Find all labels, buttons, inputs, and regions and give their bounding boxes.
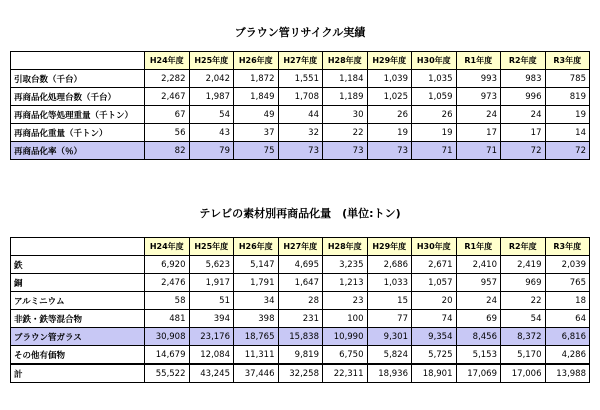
value-cell: 67 <box>145 106 190 124</box>
value-cell: 44 <box>278 106 323 124</box>
value-cell: 1,213 <box>323 274 368 292</box>
year-header: H28年度 <box>323 238 368 256</box>
recycling-results-table <box>10 51 590 160</box>
value-cell: 1,035 <box>412 70 457 88</box>
row-label: 再商品化率（％） <box>11 142 145 160</box>
table-row <box>11 328 590 346</box>
value-cell: 19 <box>412 124 457 142</box>
value-cell: 26 <box>412 106 457 124</box>
table-row <box>11 310 590 328</box>
value-cell: 37,446 <box>234 364 279 383</box>
value-cell: 2,039 <box>545 256 590 274</box>
value-cell: 24 <box>456 106 501 124</box>
value-cell: 32,258 <box>278 364 323 383</box>
value-cell: 22,311 <box>323 364 368 383</box>
value-cell: 18,765 <box>234 328 279 346</box>
year-header: H30年度 <box>412 52 457 70</box>
value-cell: 56 <box>145 124 190 142</box>
value-cell: 12,084 <box>189 346 234 365</box>
table-row <box>11 124 590 142</box>
table-row <box>11 142 590 160</box>
value-cell: 5,153 <box>456 346 501 365</box>
material-reproduction-table <box>10 237 590 383</box>
year-header: H25年度 <box>189 238 234 256</box>
value-cell: 11,311 <box>234 346 279 365</box>
value-cell: 19 <box>367 124 412 142</box>
year-header: H27年度 <box>278 238 323 256</box>
value-cell: 2,467 <box>145 88 190 106</box>
value-cell: 22 <box>323 124 368 142</box>
table-row <box>11 256 590 274</box>
row-label: 再商品化重量（千トン） <box>11 124 145 142</box>
value-cell: 5,623 <box>189 256 234 274</box>
value-cell: 1,059 <box>412 88 457 106</box>
header-row <box>11 238 590 256</box>
value-cell: 969 <box>501 274 546 292</box>
value-cell: 1,917 <box>189 274 234 292</box>
year-header: H28年度 <box>323 52 368 70</box>
value-cell: 1,184 <box>323 70 368 88</box>
value-cell: 3,235 <box>323 256 368 274</box>
value-cell: 983 <box>501 70 546 88</box>
value-cell: 1,057 <box>412 274 457 292</box>
value-cell: 22 <box>501 292 546 310</box>
row-label: 鉄 <box>11 256 145 274</box>
value-cell: 43 <box>189 124 234 142</box>
value-cell: 17 <box>456 124 501 142</box>
value-cell: 23 <box>323 292 368 310</box>
value-cell: 996 <box>501 88 546 106</box>
value-cell: 993 <box>456 70 501 88</box>
year-header: R1年度 <box>456 238 501 256</box>
value-cell: 819 <box>545 88 590 106</box>
value-cell: 14,679 <box>145 346 190 365</box>
row-label: 引取台数（千台） <box>11 70 145 88</box>
value-cell: 1,708 <box>278 88 323 106</box>
value-cell: 64 <box>545 310 590 328</box>
year-header: H27年度 <box>278 52 323 70</box>
value-cell: 73 <box>323 142 368 160</box>
table-row <box>11 292 590 310</box>
row-label: アルミニウム <box>11 292 145 310</box>
value-cell: 6,920 <box>145 256 190 274</box>
value-cell: 72 <box>501 142 546 160</box>
value-cell: 765 <box>545 274 590 292</box>
table-row <box>11 106 590 124</box>
value-cell: 4,695 <box>278 256 323 274</box>
value-cell: 1,039 <box>367 70 412 88</box>
value-cell: 1,647 <box>278 274 323 292</box>
value-cell: 73 <box>278 142 323 160</box>
value-cell: 17,006 <box>501 364 546 383</box>
value-cell: 71 <box>412 142 457 160</box>
value-cell: 2,686 <box>367 256 412 274</box>
value-cell: 19 <box>545 106 590 124</box>
value-cell: 73 <box>367 142 412 160</box>
value-cell: 398 <box>234 310 279 328</box>
value-cell: 8,372 <box>501 328 546 346</box>
value-cell: 9,354 <box>412 328 457 346</box>
value-cell: 973 <box>456 88 501 106</box>
year-header: H24年度 <box>145 238 190 256</box>
value-cell: 9,301 <box>367 328 412 346</box>
value-cell: 1,872 <box>234 70 279 88</box>
value-cell: 100 <box>323 310 368 328</box>
row-label: その他有価物 <box>11 346 145 365</box>
year-header: R3年度 <box>545 238 590 256</box>
value-cell: 20 <box>412 292 457 310</box>
value-cell: 1,025 <box>367 88 412 106</box>
value-cell: 79 <box>189 142 234 160</box>
value-cell: 51 <box>189 292 234 310</box>
value-cell: 2,410 <box>456 256 501 274</box>
table2-title: テレビの素材別再商品化量 (単位:トン) <box>199 207 401 220</box>
value-cell: 15 <box>367 292 412 310</box>
value-cell: 71 <box>456 142 501 160</box>
value-cell: 24 <box>456 292 501 310</box>
table1-title: ブラウン管リサイクル実績 <box>234 26 366 39</box>
value-cell: 77 <box>367 310 412 328</box>
value-cell: 49 <box>234 106 279 124</box>
table-row <box>11 346 590 365</box>
value-cell: 6,816 <box>545 328 590 346</box>
value-cell: 2,476 <box>145 274 190 292</box>
value-cell: 18,901 <box>412 364 457 383</box>
value-cell: 2,671 <box>412 256 457 274</box>
value-cell: 2,419 <box>501 256 546 274</box>
value-cell: 5,725 <box>412 346 457 365</box>
value-cell: 6,750 <box>323 346 368 365</box>
year-header: H24年度 <box>145 52 190 70</box>
value-cell: 75 <box>234 142 279 160</box>
year-header: R2年度 <box>501 52 546 70</box>
value-cell: 785 <box>545 70 590 88</box>
value-cell: 957 <box>456 274 501 292</box>
value-cell: 32 <box>278 124 323 142</box>
value-cell: 72 <box>545 142 590 160</box>
value-cell: 18,936 <box>367 364 412 383</box>
value-cell: 4,286 <box>545 346 590 365</box>
year-header: R2年度 <box>501 238 546 256</box>
value-cell: 82 <box>145 142 190 160</box>
table-row <box>11 70 590 88</box>
row-label: 計 <box>11 364 145 383</box>
value-cell: 1,033 <box>367 274 412 292</box>
value-cell: 10,990 <box>323 328 368 346</box>
value-cell: 1,987 <box>189 88 234 106</box>
value-cell: 26 <box>367 106 412 124</box>
value-cell: 5,824 <box>367 346 412 365</box>
year-header: H29年度 <box>367 52 412 70</box>
value-cell: 2,042 <box>189 70 234 88</box>
corner-cell <box>11 52 145 70</box>
value-cell: 1,189 <box>323 88 368 106</box>
year-header: R3年度 <box>545 52 590 70</box>
value-cell: 17 <box>501 124 546 142</box>
value-cell: 2,282 <box>145 70 190 88</box>
value-cell: 74 <box>412 310 457 328</box>
value-cell: 1,791 <box>234 274 279 292</box>
value-cell: 69 <box>456 310 501 328</box>
year-header: H30年度 <box>412 238 457 256</box>
table-row <box>11 274 590 292</box>
value-cell: 37 <box>234 124 279 142</box>
value-cell: 5,147 <box>234 256 279 274</box>
value-cell: 23,176 <box>189 328 234 346</box>
value-cell: 58 <box>145 292 190 310</box>
value-cell: 30 <box>323 106 368 124</box>
value-cell: 30,908 <box>145 328 190 346</box>
year-header: R1年度 <box>456 52 501 70</box>
row-label: 再商品化等処理重量（千トン） <box>11 106 145 124</box>
value-cell: 24 <box>501 106 546 124</box>
table-row <box>11 88 590 106</box>
value-cell: 28 <box>278 292 323 310</box>
row-label: 再商品化処理台数（千台） <box>11 88 145 106</box>
value-cell: 9,819 <box>278 346 323 365</box>
value-cell: 1,551 <box>278 70 323 88</box>
value-cell: 231 <box>278 310 323 328</box>
year-header: H25年度 <box>189 52 234 70</box>
table-row <box>11 364 590 383</box>
header-row <box>11 52 590 70</box>
year-header: H26年度 <box>234 52 279 70</box>
value-cell: 14 <box>545 124 590 142</box>
value-cell: 43,245 <box>189 364 234 383</box>
value-cell: 394 <box>189 310 234 328</box>
value-cell: 5,170 <box>501 346 546 365</box>
row-label: 銅 <box>11 274 145 292</box>
row-label: 非鉄・鉄等混合物 <box>11 310 145 328</box>
value-cell: 55,522 <box>145 364 190 383</box>
value-cell: 15,838 <box>278 328 323 346</box>
value-cell: 481 <box>145 310 190 328</box>
value-cell: 1,849 <box>234 88 279 106</box>
value-cell: 54 <box>189 106 234 124</box>
corner-cell <box>11 238 145 256</box>
value-cell: 34 <box>234 292 279 310</box>
year-header: H29年度 <box>367 238 412 256</box>
value-cell: 8,456 <box>456 328 501 346</box>
value-cell: 54 <box>501 310 546 328</box>
row-label: ブラウン管ガラス <box>11 328 145 346</box>
value-cell: 13,988 <box>545 364 590 383</box>
value-cell: 18 <box>545 292 590 310</box>
value-cell: 17,069 <box>456 364 501 383</box>
year-header: H26年度 <box>234 238 279 256</box>
